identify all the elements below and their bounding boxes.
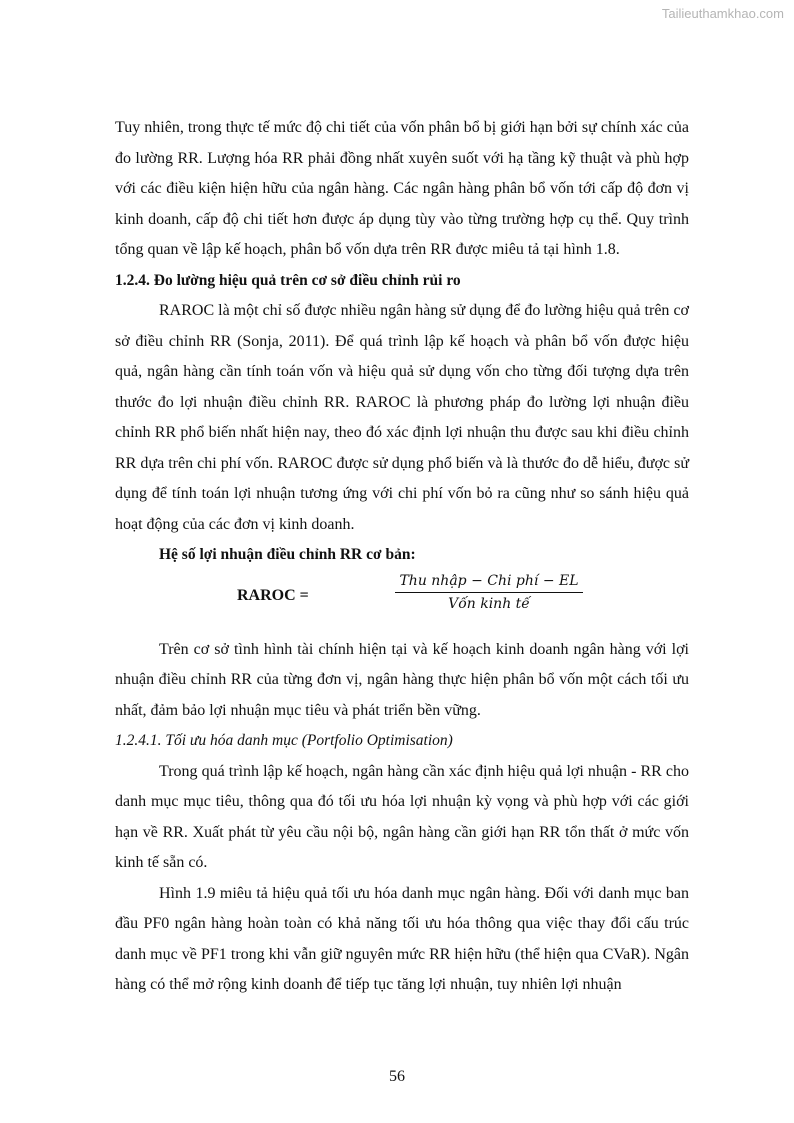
formula-title: Hệ số lợi nhuận điều chỉnh RR cơ bản: — [159, 546, 416, 563]
paragraph-figure-1-9: Hình 1.9 miêu tả hiệu quả tối ưu hóa danh mục ngân hàng. Đối với danh mục ban đầu PF0 ngân hàng hoàn toàn có khả năng tối ưu hóa thông qua việc thay đổi cấu trúc danh mục về PF1 trong khi vẫn giữ nguyên mức RR hiện hữu (thể hiện qua CVaR). Ngân hàng có thể mở rộng kinh doanh để tiếp tục tăng lợi nhuận, tuy nhiên lợi nhuận — [115, 884, 689, 993]
formula-numerator: Thu nhập − Chi phí − EL — [395, 573, 583, 593]
raroc-formula — [115, 573, 689, 631]
paragraph-capital-allocation: Tuy nhiên, trong thực tế mức độ chi tiết của vốn phân bổ bị giới hạn bởi sự chính xác của đo lường RR. Lượng hóa RR phải đồng nhất xuyên suốt với hạ tầng kỹ thuật và phù hợp với các điều kiện hiện hữu của ngân hàng. Các ngân hàng phân bổ vốn tới cấp độ đơn vị kinh doanh, cấp độ chi tiết hơn được áp dụng tùy vào từng trường hợp cụ thể. Quy trình tổng quan về lập kế hoạch, phân bổ vốn dựa trên RR được miêu tả tại hình 1.8. — [115, 119, 689, 258]
section-heading-1-2-4-1: 1.2.4.1. Tối ưu hóa danh mục (Portfolio Optimisation) — [115, 732, 453, 749]
formula-denominator: Vốn kinh tế — [448, 595, 530, 612]
formula-fraction — [395, 573, 583, 612]
watermark: Tailieuthamkhao.com — [661, 6, 784, 21]
page-body — [115, 113, 689, 1001]
page-number: 56 — [389, 1068, 405, 1085]
paragraph-raroc-intro: RAROC là một chỉ số được nhiều ngân hàng sử dụng để đo lường hiệu quả trên cơ sở điều chỉnh RR (Sonja, 2011). Để quá trình lập kế hoạch và phân bổ vốn được hiệu quả, ngân hàng cần tính toán vốn và hiệu quả sử dụng vốn cho từng đối tượng dựa trên thước đo lợi nhuận điều chỉnh RR. RAROC là phương pháp đo lường lợi nhuận điều chỉnh RR phổ biến nhất hiện nay, theo đó xác định lợi nhuận thu được sau khi điều chỉnh RR dựa trên chi phí vốn. RAROC được sử dụng phổ biến và là thước đo dễ hiểu, được sử dụng để tính toán lợi nhuận tương ứng với chi phí vốn bỏ ra cũng như so sánh hiệu quả hoạt động của các đơn vị kinh doanh. — [115, 302, 689, 533]
section-heading-1-2-4: 1.2.4. Đo lường hiệu quả trên cơ sở điều chỉnh rủi ro — [115, 271, 461, 289]
formula-lhs: RAROC = — [237, 586, 309, 604]
paragraph-planning: Trong quá trình lập kế hoạch, ngân hàng cần xác định hiệu quả lợi nhuận - RR cho danh mục mục tiêu, thông qua đó tối ưu hóa lợi nhuận kỳ vọng và phù hợp với các giới hạn về RR. Xuất phát từ yêu cầu nội bộ, ngân hàng cần giới hạn RR tổn thất ở mức vốn kinh tế sẵn có. — [115, 762, 689, 871]
paragraph-allocation-basis: Trên cơ sở tình hình tài chính hiện tại và kế hoạch kinh doanh ngân hàng với lợi nhuận điều chỉnh RR của từng đơn vị, ngân hàng thực hiện phân bổ vốn một cách tối ưu nhất, đảm bảo lợi nhuận mục tiêu và phát triển bền vững. — [115, 640, 689, 719]
